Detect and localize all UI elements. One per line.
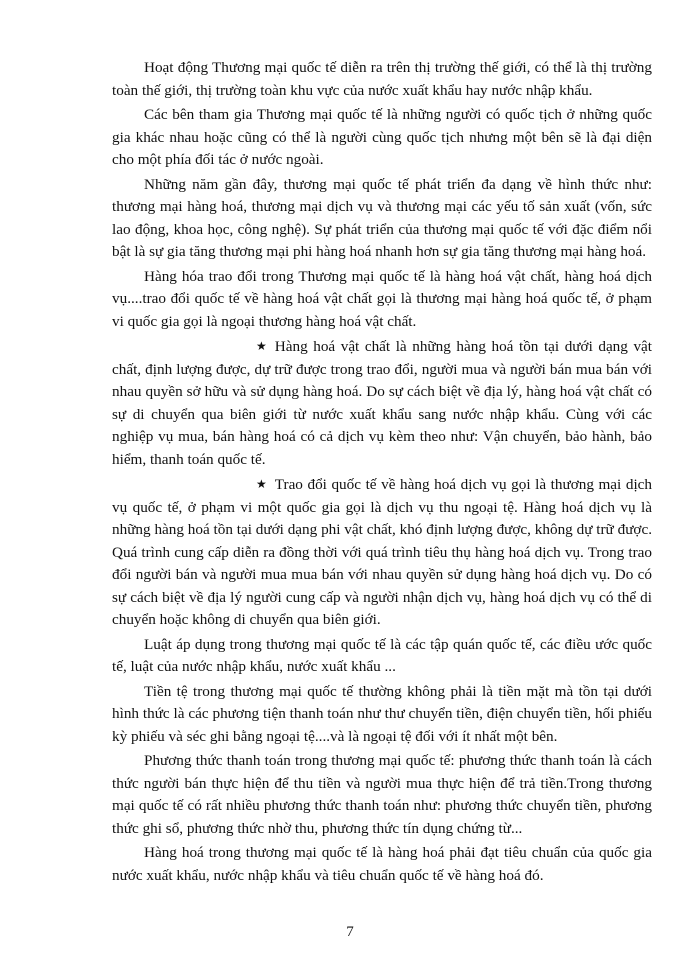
paragraph-development: Những năm gần đây, thương mại quốc tế phát triển đa dạng về hình thức như: thương mại hàng hoá, thương mại dịch vụ và thương mại các yếu tố sản xuất (vốn, sức lao động, khoa học, công nghệ). Sự phát triển của thương mại quốc tế với đặc điểm nổi bật là sự gia tăng thương mại phi hàng hoá nhanh hơn sự gia tăng thương mại hàng hoá.: [112, 175, 652, 260]
paragraph-services: ★ Trao đổi quốc tế về hàng hoá dịch vụ gọi là thương mại dịch vụ quốc tế, ở phạm vi một quốc gia gọi là dịch vụ thu ngoại tệ. Hàng hoá dịch vụ là những hàng hoá tồn tại dưới dạng phi vật chất, khó định lượng được, không dự trữ được. Quá trình cung cấp diễn ra đồng thời với quá trình tiêu thụ hàng hoá dịch vụ. Trong trao đổi người bán và người mua mua bán với nhau quyền sử dụng hàng hoá dịch vụ. Do có sự cách biệt về địa lý người cung cấp và người nhận dịch vụ, hàng hoá dịch vụ có thể di chuyển hoặc không di chuyển qua biên giới.: [112, 473, 652, 632]
paragraph-payment-methods: Phương thức thanh toán trong thương mại quốc tế: phương thức thanh toán là cách thức người bán thực hiện để thu tiền và người mua thực hiện để trả tiền.Trong thương mại quốc tế có rất nhiều phương thức thanh toán như: phương thức chuyển tiền, phương thức ghi sổ, phương thức nhờ thu, phương thức tín dụng chứng từ...: [112, 752, 652, 837]
paragraph-goods-types: Hàng hóa trao đổi trong Thương mại quốc tế là hàng hoá vật chất, hàng hoá dịch vụ....trao đổi quốc tế về hàng hoá vật chất gọi là thương mại hàng hoá quốc tế, ở phạm vi quốc gia gọi là ngoại thương hàng hoá vật chất.: [112, 267, 652, 330]
star-icon: ★: [256, 339, 267, 353]
star-icon: ★: [256, 477, 267, 491]
page-number: 7: [346, 924, 354, 940]
paragraph-market: Hoạt động Thương mại quốc tế diễn ra trên thị trường thế giới, có thể là thị trường toàn thế giới, thị trường toàn khu vực của nước xuất khẩu hay nước nhập khẩu.: [112, 59, 652, 99]
body-text: [112, 57, 652, 889]
paragraph-standards: Hàng hoá trong thương mại quốc tế là hàng hoá phải đạt tiêu chuẩn của quốc gia nước xuất khẩu, nước nhập khẩu và tiêu chuẩn quốc tế về hàng hoá đó.: [112, 844, 652, 884]
paragraph-law: Luật áp dụng trong thương mại quốc tế là các tập quán quốc tế, các điều ước quốc tế, luật của nước nhập khẩu, nước xuất khẩu ...: [112, 635, 652, 675]
paragraph-currency: Tiền tệ trong thương mại quốc tế thường không phải là tiền mặt mà tồn tại dưới hình thức là các phương tiện thanh toán như thư chuyển tiền, điện chuyển tiền, hối phiếu kỳ phiếu và séc ghi bằng ngoại tệ....và là ngoại tệ đối với ít nhất một bên.: [112, 682, 652, 745]
paragraph-physical-goods: ★ Hàng hoá vật chất là những hàng hoá tồn tại dưới dạng vật chất, định lượng được, dự trữ được trong trao đổi, người mua và người bán mua bán với nhau quyền sở hữu và sử dụng hàng hoá. Do sự cách biệt về địa lý, hàng hoá vật chất có sự di chuyển qua biên giới từ nước xuất khẩu sang nước nhập khẩu. Cùng với các nghiệp vụ mua, bán hàng hoá có cả dịch vụ kèm theo như: Vận chuyển, bảo hành, bảo hiểm, thanh toán quốc tế.: [112, 335, 652, 471]
paragraph-participants: Các bên tham gia Thương mại quốc tế là những người có quốc tịch ở những quốc gia khác nhau hoặc cũng có thể là người cùng quốc tịch nhưng một bên sẽ là đại diện cho một phía đối tác ở nước ngoài.: [112, 106, 652, 168]
